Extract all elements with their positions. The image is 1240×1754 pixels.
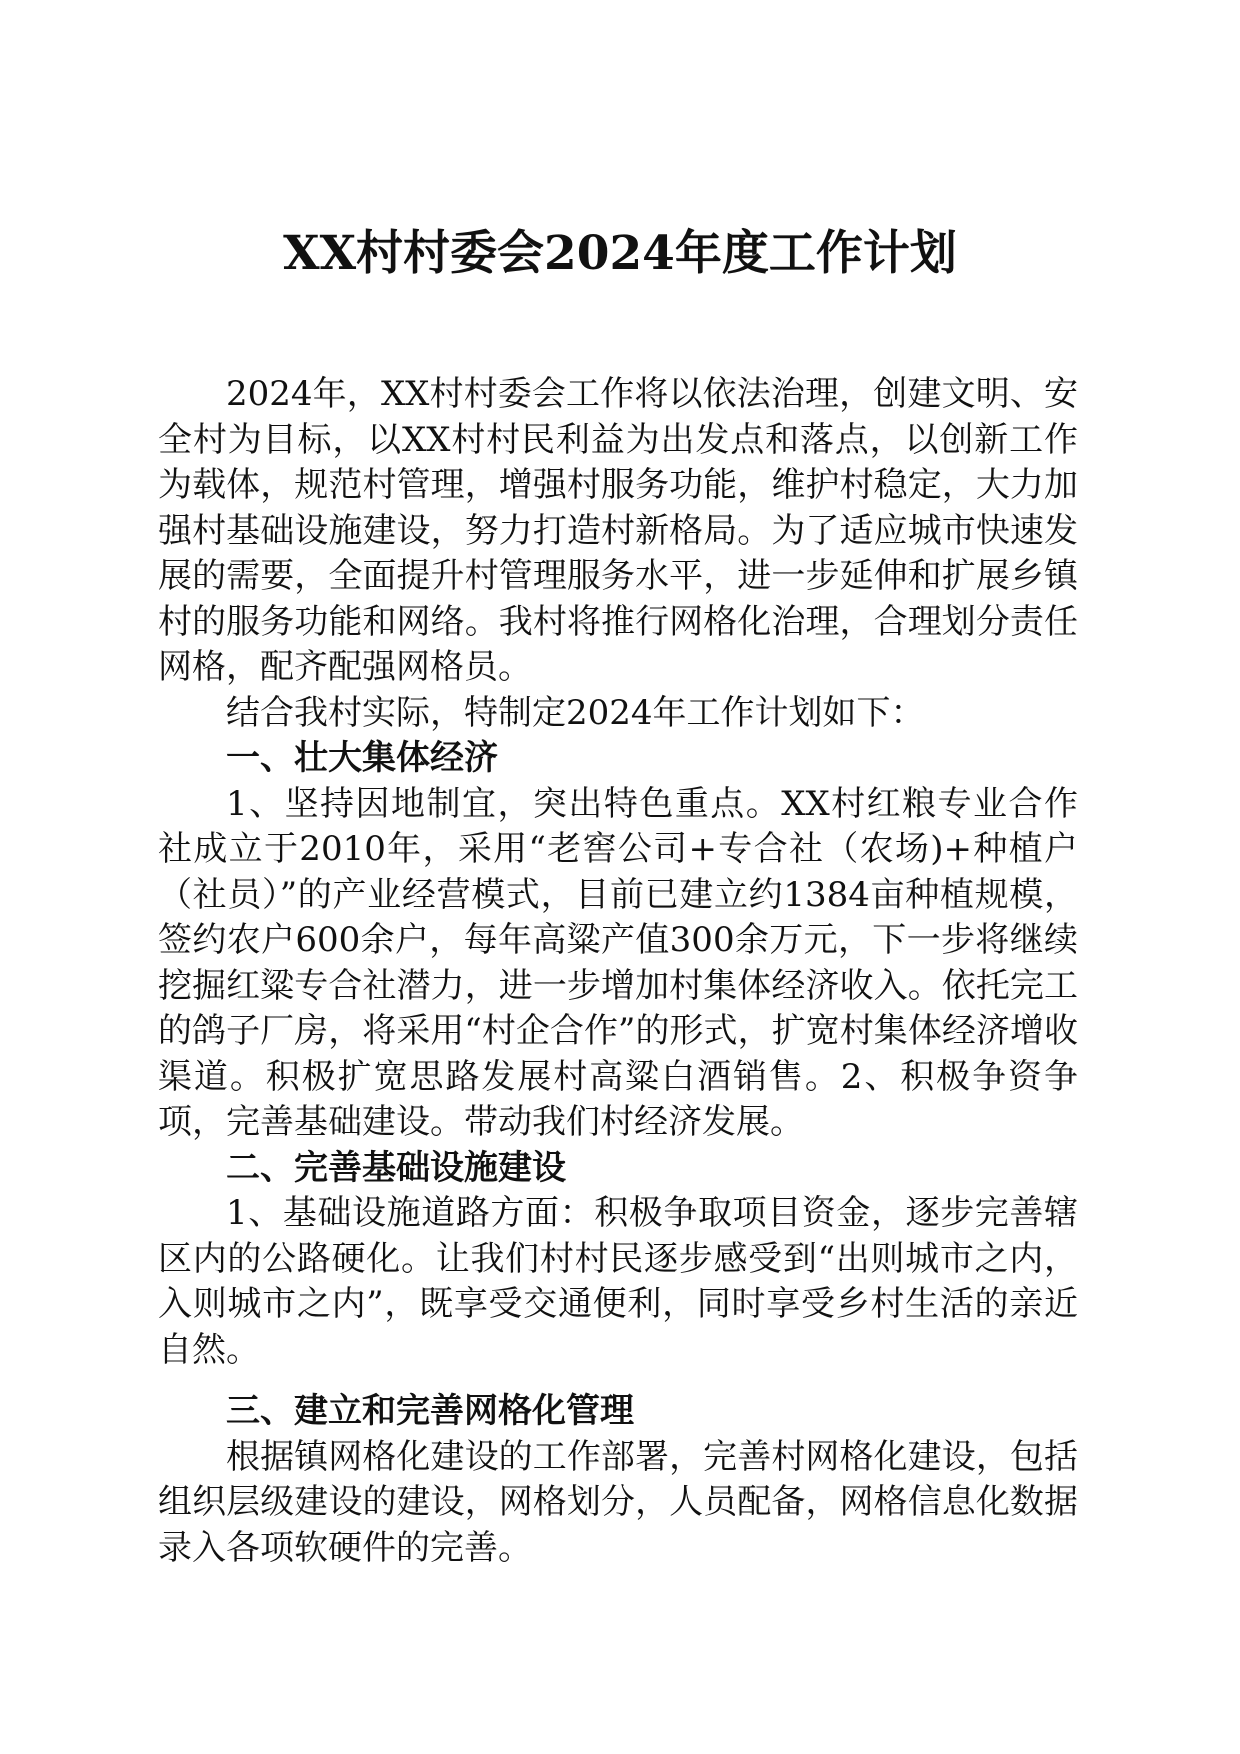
section-heading-infrastructure: 二、完善基础设施建设 — [226, 1147, 566, 1188]
section-heading-economy: 一、壮大集体经济 — [226, 738, 498, 778]
intro-paragraph: 2024年，XX村村委会工作将以依法治理，创建文明、安全村为目标，以XX村村民利益为出发点和落点，以创新工作为载体，规范村管理，增强村服务功能，维护村稳定，大力加强村基础设施建设，努力打造村新格局。为了适应城市快速发展的需要，全面提升村管理服务水平，进一步延伸和扩展乡镇村的服务功能和网络。我村将推行网格化治理，合理划分责任网格，配齐配强网格员。 — [158, 374, 1078, 687]
grid-management-paragraph: 根据镇网格化建设的工作部署，完善村网格化建设，包括组织层级建设的建设，网格划分，人员配备，网格信息化数据录入各项软硬件的完善。 — [158, 1436, 1078, 1568]
section-heading-grid-management: 三、建立和完善网格化管理 — [226, 1391, 634, 1431]
infrastructure-paragraph: 1、基础设施道路方面：积极争取项目资金，逐步完善辖区内的公路硬化。让我们村村民逐步感受到“出则城市之内，入则城市之内”，既享受交通便利，同时享受乡村生活的亲近自然。 — [158, 1193, 1078, 1370]
plan-intro-paragraph: 结合我村实际，特制定2024年工作计划如下： — [226, 692, 925, 733]
economy-paragraph: 1、坚持因地制宜，突出特色重点。XX村红粮专业合作社成立于2010年，采用“老窖公司+专合社（农场)+种植户（社员）”的产业经营模式，目前已建立约1384亩种植规模，签约农户600余户，每年高粱产值300余万元，下一步将继续挖掘红粱专合社潜力，进一步增加村集体经济收入。依托完工的鸽子厂房，将采用“村企合作”的形式，扩宽村集体经济增收渠道。积极扩宽思路发展村高粱白酒销售。2、积极争资争项，完善基础建设。带动我们村经济发展。 — [158, 783, 1078, 1142]
document-title: XX村村委会2024年度工作计划 — [283, 226, 957, 281]
document-body — [158, 372, 1078, 1571]
